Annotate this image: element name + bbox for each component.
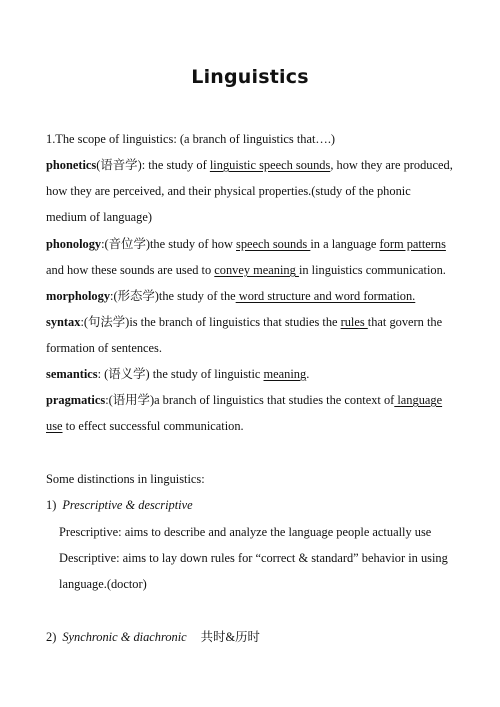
pragmatics-underline-2: use [46,419,63,433]
semantics-chinese: : (语义学) [97,367,153,381]
distinctions-heading: Some distinctions in linguistics: [46,472,205,486]
term-morphology: morphology [46,289,111,303]
distinction-2-title: Synchronic & diachronic [62,630,187,644]
page-title: Linguistics [191,66,309,88]
pragmatics-chinese: :(语用学) [105,393,155,407]
pragmatics-line-2 [46,418,244,434]
term-semantics: semantics [46,367,98,381]
distinction-2-chinese: 共时&历时 [200,630,260,644]
phonetics-line-2: how they are perceived, and their physical properties.(study of the phonic [46,184,411,198]
descriptive-definition-cont: language.(doctor) [59,577,147,591]
term-phonology: phonology [46,237,102,251]
phonology-text-2: in a language [310,237,380,251]
phonology-text: the study of how [149,237,237,251]
syntax-text: is the branch of linguistics that studies the [129,315,341,329]
pragmatics-text: a branch of linguistics that studies the context of [154,393,395,407]
phonology-chinese: :(音位学) [101,237,150,251]
descriptive-definition: Descriptive: aims to lay down rules for “correct & standard” behavior in using [59,551,448,565]
phonetics-underline: linguistic speech sounds [209,158,331,172]
phonology-line-2 [46,262,446,278]
distinction-1-number: 1) [46,498,57,512]
semantics-text-2: . [306,367,310,381]
syntax-text-2: that govern the [367,315,443,329]
phonology-underline-2: form patterns [379,237,446,251]
phonetics-text: : the study of [141,158,210,172]
morphology-line [46,288,415,304]
phonetics-line-1 [46,157,453,173]
distinction-1-heading [46,497,193,513]
syntax-underline: rules [340,315,368,329]
phonetics-text-2: , how they are produced, [330,158,453,172]
distinction-2-heading [46,629,260,645]
phonology-underline-3: convey meaning [214,263,299,277]
distinction-2-number: 2) [46,630,57,644]
pragmatics-underline-1: language [394,393,443,407]
semantics-underline: meaning [263,367,307,381]
semantics-line [46,366,309,382]
distinction-1-title: Prescriptive & descriptive [62,498,193,512]
morphology-underline: word structure and word formation. [235,289,416,303]
phonology-text-4: in linguistics communication. [298,263,446,277]
semantics-text: the study of linguistic [152,367,264,381]
prescriptive-definition: Prescriptive: aims to describe and analyze the language people actually use [59,525,432,539]
term-syntax: syntax [46,315,81,329]
syntax-chinese: :(句法学) [80,315,130,329]
morphology-chinese: :(形态学) [110,289,159,303]
pragmatics-line-1 [46,392,442,408]
phonology-underline-1: speech sounds [236,237,311,251]
phonetics-line-3: medium of language) [46,210,152,224]
morphology-text: the study of the [158,289,236,303]
term-pragmatics: pragmatics [46,393,106,407]
scope-heading: 1.The scope of linguistics: (a branch of linguistics that….) [46,132,336,146]
term-phonetics: phonetics [46,158,97,172]
phonology-text-3: and how these sounds are used to [46,263,215,277]
pragmatics-text-2: to effect successful communication. [62,419,244,433]
syntax-line-1 [46,314,442,330]
phonetics-chinese: (语音学) [96,158,142,172]
phonology-line-1 [46,236,446,252]
syntax-line-2: formation of sentences. [46,341,162,355]
